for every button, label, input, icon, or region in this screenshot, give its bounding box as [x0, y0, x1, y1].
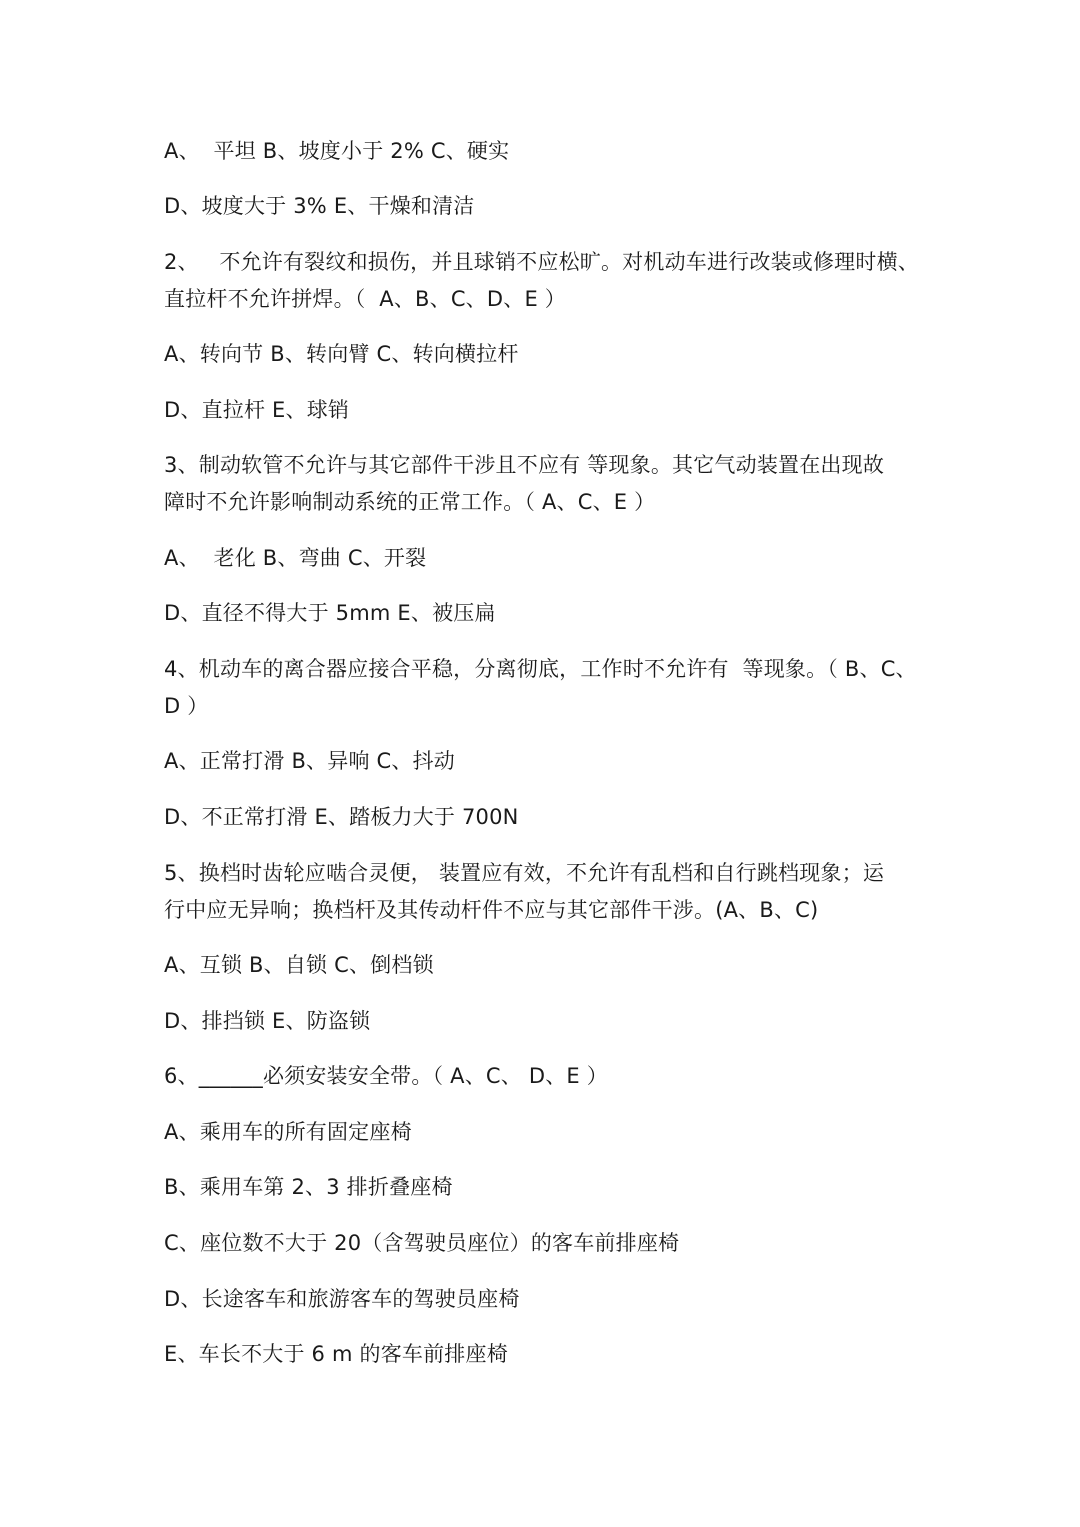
text-line: D ） — [164, 694, 209, 718]
text-line: D、坡度大于 3% E、干燥和清洁 — [164, 194, 475, 218]
text-line: 行中应无异响；换档杆及其传动杆件不应与其它部件干涉。(A、B、C) — [164, 898, 819, 922]
text-line: A、互锁 B、自锁 C、倒档锁 — [164, 953, 434, 977]
text-line: D、直拉杆 E、球销 — [164, 398, 350, 422]
text-line: 5、换档时齿轮应啮合灵便， 装置应有效，不允许有乱档和自行跳档现象；运 — [164, 861, 885, 885]
text-line: 3、制动软管不允许与其它部件干涉且不应有 等现象。其它气动装置在出现故 — [164, 453, 885, 477]
text-line: 6、______必须安装安全带。（ A、C、 D、E ） — [164, 1064, 608, 1088]
text-line: B、乘用车第 2、3 排折叠座椅 — [164, 1175, 453, 1199]
text-line: A、 老化 B、弯曲 C、开裂 — [164, 546, 427, 570]
text-line: A、乘用车的所有固定座椅 — [164, 1120, 412, 1144]
text-line: D、排挡锁 E、防盗锁 — [164, 1009, 371, 1033]
text-line: E、车长不大于 6 m 的客车前排座椅 — [164, 1342, 508, 1366]
text-line: 直拉杆不允许拼焊。（ A、B、C、D、E ） — [164, 287, 566, 311]
text-line: 2、 不允许有裂纹和损伤，并且球销不应松旷。对机动车进行改装或修理时横、 — [164, 250, 919, 274]
text-line: A、 平坦 B、坡度小于 2% C、硬实 — [164, 139, 510, 163]
text-line: 障时不允许影响制动系统的正常工作。（ A、C、E ） — [164, 490, 656, 514]
text-line: A、正常打滑 B、异响 C、抖动 — [164, 749, 455, 773]
text-line: D、长途客车和旅游客车的驾驶员座椅 — [164, 1287, 520, 1311]
text-line: D、不正常打滑 E、踏板力大于 700N — [164, 805, 519, 829]
text-line: C、座位数不大于 20（含驾驶员座位）的客车前排座椅 — [164, 1231, 680, 1255]
text-line: A、转向节 B、转向臂 C、转向横拉杆 — [164, 342, 519, 366]
text-line: D、直径不得大于 5mm E、被压扁 — [164, 601, 496, 625]
text-line: 4、机动车的离合器应接合平稳，分离彻底，工作时不允许有 等现象。（ B、C、 — [164, 657, 917, 681]
